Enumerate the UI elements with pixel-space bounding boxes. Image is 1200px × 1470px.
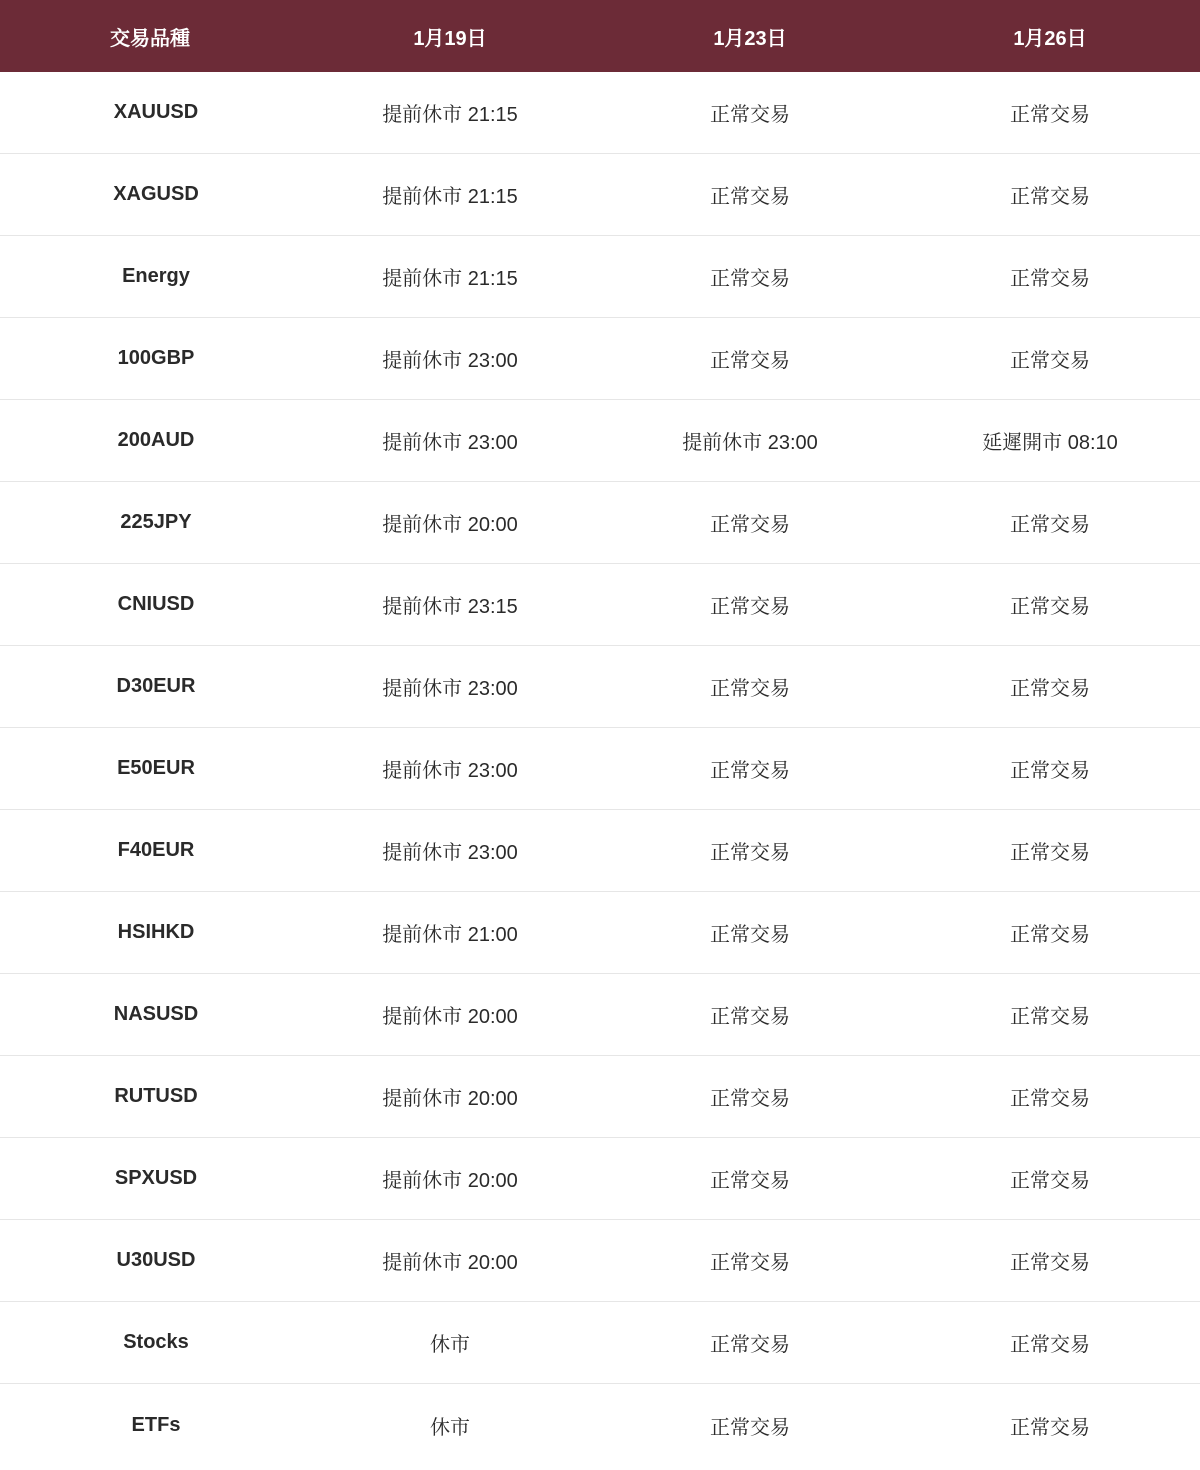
- status-cell-jan19: 提前休市 23:15: [382, 596, 518, 618]
- status-cell-jan26: 正常交易: [1010, 104, 1090, 126]
- status-cell-jan19: 提前休市 21:00: [382, 924, 518, 946]
- status-cell-jan26: 正常交易: [1010, 1088, 1090, 1110]
- status-cell-jan26: 延遲開市 08:10: [982, 432, 1118, 454]
- symbol-cell: NASUSD: [113, 1003, 199, 1025]
- table-row: [0, 482, 1200, 564]
- status-cell-jan23: 正常交易: [710, 596, 790, 618]
- status-cell-jan26: 正常交易: [1010, 1006, 1090, 1028]
- table-row: [0, 72, 1200, 154]
- symbol-cell: HSIHKD: [117, 921, 195, 943]
- table-row: [0, 564, 1200, 646]
- symbol-cell: U30USD: [116, 1249, 196, 1271]
- symbol-cell: XAUUSD: [113, 101, 199, 123]
- status-cell-jan26: 正常交易: [1010, 1252, 1090, 1274]
- symbol-cell: F40EUR: [117, 839, 195, 861]
- status-cell-jan19: 提前休市 21:15: [382, 268, 518, 290]
- status-cell-jan26: 正常交易: [1010, 1416, 1090, 1439]
- status-cell-jan26: 正常交易: [1010, 350, 1090, 372]
- symbol-cell: 200AUD: [117, 429, 195, 451]
- status-cell-jan23: 正常交易: [710, 1170, 790, 1192]
- table-row: [0, 892, 1200, 974]
- status-cell-jan19: 提前休市 23:00: [382, 678, 518, 700]
- symbol-cell: 100GBP: [117, 347, 195, 369]
- status-cell-jan23: 正常交易: [710, 1006, 790, 1028]
- status-cell-jan23: 正常交易: [710, 1088, 790, 1110]
- symbol-cell: SPXUSD: [114, 1167, 198, 1189]
- symbol-cell: ETFs: [131, 1413, 181, 1436]
- status-cell-jan19: 提前休市 21:15: [382, 186, 518, 208]
- status-cell-jan23: 正常交易: [710, 924, 790, 946]
- header-date-jan26: 1月26日: [1013, 27, 1087, 50]
- symbol-cell: D30EUR: [116, 675, 196, 697]
- status-cell-jan19: 提前休市 23:00: [382, 842, 518, 864]
- status-cell-jan26: 正常交易: [1010, 1170, 1090, 1192]
- status-cell-jan19: 提前休市 20:00: [382, 514, 518, 536]
- status-cell-jan23: 正常交易: [710, 104, 790, 126]
- table-row: [0, 974, 1200, 1056]
- symbol-cell: Stocks: [123, 1331, 189, 1353]
- status-cell-jan23: 正常交易: [710, 350, 790, 372]
- header-date-jan19: 1月19日: [413, 27, 487, 50]
- status-cell-jan23: 正常交易: [710, 268, 790, 290]
- table-row: [0, 1056, 1200, 1138]
- status-cell-jan19: 提前休市 20:00: [382, 1252, 518, 1274]
- table-row: [0, 318, 1200, 400]
- status-cell-jan26: 正常交易: [1010, 678, 1090, 700]
- status-cell-jan23: 正常交易: [710, 1416, 790, 1439]
- status-cell-jan23: 正常交易: [710, 186, 790, 208]
- status-cell-jan19: 休市: [430, 1334, 470, 1356]
- symbol-cell: 225JPY: [120, 511, 192, 533]
- status-cell-jan23: 正常交易: [710, 514, 790, 536]
- status-cell-jan23: 正常交易: [710, 678, 790, 700]
- symbol-cell: Energy: [122, 265, 190, 287]
- table-row: [0, 810, 1200, 892]
- table-row: [0, 400, 1200, 482]
- table-row: [0, 1220, 1200, 1302]
- status-cell-jan26: 正常交易: [1010, 268, 1090, 290]
- status-cell-jan26: 正常交易: [1010, 186, 1090, 208]
- symbol-cell: XAGUSD: [113, 183, 199, 205]
- symbol-cell: CNIUSD: [117, 593, 195, 615]
- symbol-cell: E50EUR: [117, 757, 195, 779]
- table-row: [0, 154, 1200, 236]
- status-cell-jan26: 正常交易: [1010, 1334, 1090, 1356]
- status-cell-jan26: 正常交易: [1010, 760, 1090, 782]
- status-cell-jan19: 提前休市 20:00: [382, 1170, 518, 1192]
- status-cell-jan23: 正常交易: [710, 1334, 790, 1356]
- status-cell-jan23: 正常交易: [710, 842, 790, 864]
- table-row: [0, 1384, 1200, 1466]
- status-cell-jan19: 提前休市 23:00: [382, 432, 518, 454]
- status-cell-jan23: 正常交易: [710, 760, 790, 782]
- status-cell-jan26: 正常交易: [1010, 842, 1090, 864]
- table-row: [0, 236, 1200, 318]
- table-row: [0, 646, 1200, 728]
- table-row: [0, 728, 1200, 810]
- table-header: [0, 0, 1200, 72]
- status-cell-jan23: 正常交易: [710, 1252, 790, 1274]
- status-cell-jan26: 正常交易: [1010, 596, 1090, 618]
- status-cell-jan19: 提前休市 20:00: [382, 1006, 518, 1028]
- table-row: [0, 1302, 1200, 1384]
- status-cell-jan23: 提前休市 23:00: [682, 432, 818, 454]
- header-date-jan23: 1月23日: [713, 27, 787, 50]
- status-cell-jan19: 提前休市 23:00: [382, 760, 518, 782]
- status-cell-jan26: 正常交易: [1010, 924, 1090, 946]
- symbol-cell: RUTUSD: [114, 1085, 198, 1107]
- header-symbol: 交易品種: [110, 27, 190, 50]
- status-cell-jan19: 提前休市 21:15: [382, 104, 518, 126]
- table-row: [0, 1138, 1200, 1220]
- status-cell-jan26: 正常交易: [1010, 514, 1090, 536]
- status-cell-jan19: 休市: [430, 1416, 470, 1439]
- status-cell-jan19: 提前休市 20:00: [382, 1088, 518, 1110]
- status-cell-jan19: 提前休市 23:00: [382, 350, 518, 372]
